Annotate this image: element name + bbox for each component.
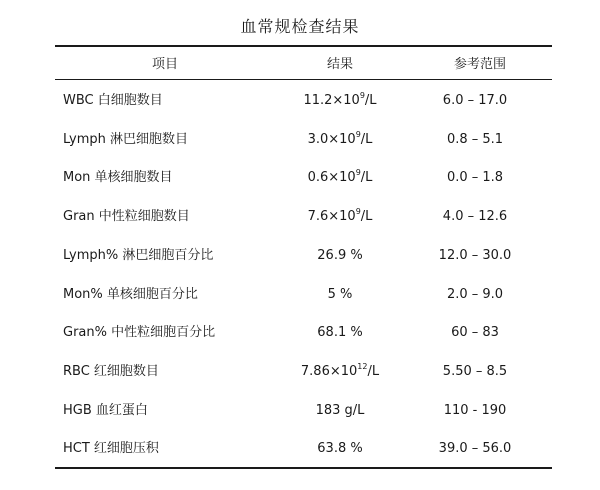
row-reference: 0.8 – 5.1 — [446, 131, 504, 147]
result-exponent: 9 — [355, 129, 361, 139]
table-top-rule — [55, 45, 552, 47]
row-item: Gran% 中性粒细胞百分比 — [63, 325, 216, 341]
row-reference: 60 – 83 — [451, 325, 499, 341]
row-result — [270, 438, 410, 460]
table-row — [55, 361, 552, 385]
result-value: 183 g/L — [315, 402, 365, 418]
row-result — [270, 90, 410, 112]
result-exponent: 9 — [355, 207, 361, 217]
row-item: RBC 红细胞数目 — [63, 363, 159, 379]
row-reference: 5.50 – 8.5 — [442, 363, 508, 379]
result-exponent: 9 — [359, 91, 365, 100]
row-result — [270, 129, 410, 151]
result-value: 26.9 % — [317, 247, 363, 263]
header-reference: 参考范围 — [453, 57, 506, 72]
row-item: HCT 红细胞压积 — [63, 441, 159, 457]
row-reference: 39.0 – 56.0 — [438, 441, 512, 457]
row-item: WBC 白细胞数目 — [63, 93, 163, 108]
result-value: 5 % — [327, 286, 353, 302]
row-result — [270, 361, 410, 383]
row-reference: 110 - 190 — [443, 402, 507, 418]
result-unit: /L — [367, 363, 380, 379]
row-result — [270, 206, 410, 228]
row-reference: 2.0 – 9.0 — [446, 286, 504, 302]
table-row — [55, 322, 552, 346]
row-result — [270, 284, 410, 306]
table-row — [55, 167, 552, 191]
result-exponent: 9 — [355, 168, 361, 178]
row-item: Lymph% 淋巴细胞百分比 — [63, 247, 214, 263]
result-value: 7.86×10 — [300, 363, 358, 379]
page-title: 血常规检查结果 — [240, 17, 360, 36]
result-value: 7.6×10 — [307, 209, 356, 225]
row-result — [270, 322, 410, 344]
result-value: 68.1 % — [317, 325, 363, 341]
row-item: Lymph 淋巴细胞数目 — [63, 131, 189, 147]
result-value: 11.2×10 — [303, 93, 360, 108]
header-item: 项目 — [151, 57, 178, 72]
result-unit: /L — [360, 131, 373, 147]
table-header — [55, 54, 552, 76]
result-unit: /L — [360, 170, 373, 186]
result-value: 0.6×10 — [307, 170, 356, 186]
header-result: 结果 — [326, 57, 353, 72]
row-result — [270, 167, 410, 189]
row-item: Gran 中性粒细胞数目 — [63, 209, 190, 225]
result-value: 3.0×10 — [307, 131, 356, 147]
table-row — [55, 400, 552, 424]
row-item: Mon% 单核细胞百分比 — [63, 286, 198, 302]
result-unit: /L — [360, 209, 373, 225]
result-value: 63.8 % — [317, 441, 363, 457]
table-bottom-rule — [55, 467, 552, 469]
row-item: HGB 血红蛋白 — [63, 402, 148, 418]
row-reference: 6.0 – 17.0 — [442, 93, 508, 108]
row-reference: 0.0 – 1.8 — [446, 170, 504, 186]
result-unit: /L — [364, 93, 377, 108]
row-reference: 12.0 – 30.0 — [438, 247, 512, 263]
table-row — [55, 245, 552, 269]
table-row — [55, 90, 552, 114]
table-header-rule — [55, 79, 552, 80]
table-row — [55, 284, 552, 308]
row-result — [270, 245, 410, 267]
result-exponent: 12 — [357, 361, 368, 371]
row-reference: 4.0 – 12.6 — [442, 209, 508, 225]
table-row — [55, 206, 552, 230]
row-item: Mon 单核细胞数目 — [63, 170, 173, 186]
table-row — [55, 129, 552, 153]
row-result — [270, 400, 410, 422]
table-row — [55, 438, 552, 462]
